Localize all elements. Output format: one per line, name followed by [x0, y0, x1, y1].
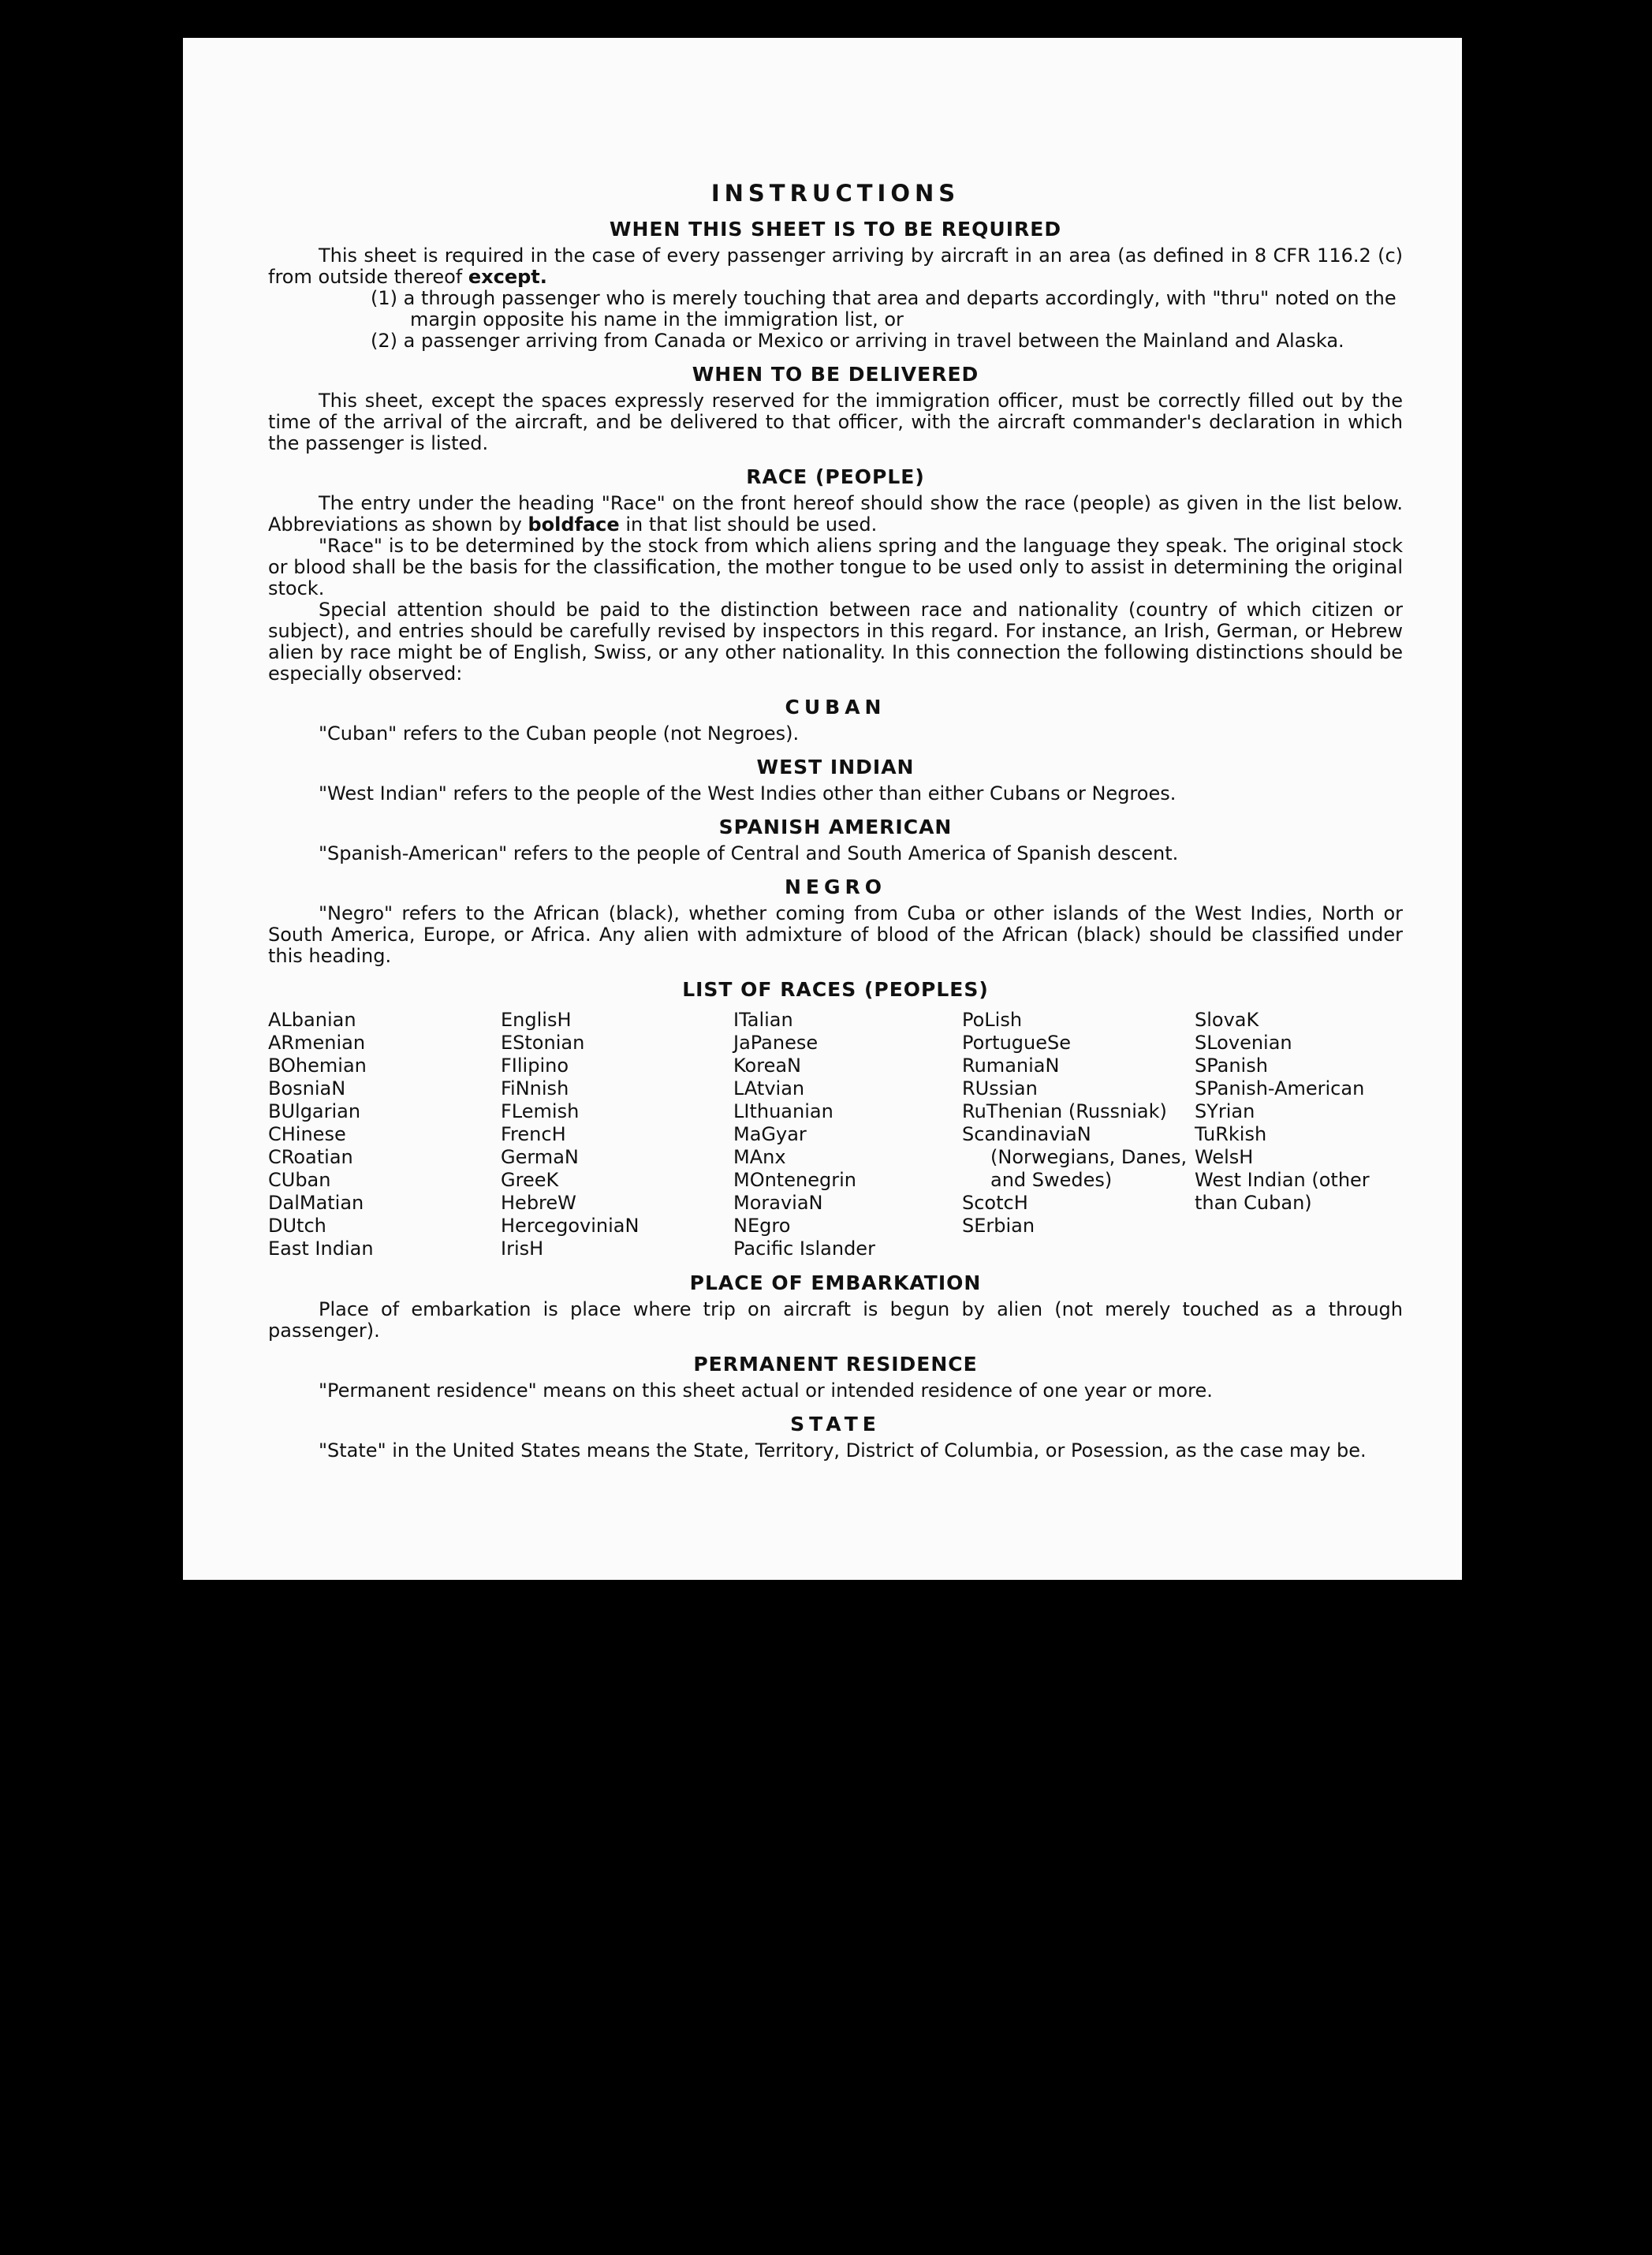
race-entry: BosniaN — [268, 1077, 346, 1099]
list-of-races-heading: LIST OF RACES (PEOPLES) — [682, 978, 989, 1001]
race-entry: SPanish-American — [1195, 1077, 1365, 1099]
race-paragraph-2: "Race" is to be determined by the stock from which aliens spring and the language they speak. The original stock or blood shall be the basis for the classification, the mother tongue to be used only to assist in determining the original stock. — [268, 535, 1403, 599]
race-entry: IrisH — [501, 1238, 544, 1260]
races-column-4 — [962, 1009, 1195, 1260]
delivered-heading: WHEN TO BE DELIVERED — [692, 363, 979, 386]
west-indian-heading: WEST INDIAN — [756, 756, 915, 778]
race-entry: SYrian — [1195, 1100, 1255, 1122]
race-entry: CHinese — [268, 1123, 346, 1145]
west-indian-text: "West Indian" refers to the people of the West Indies other than either Cubans or Negroes. — [319, 782, 1177, 805]
races-column-2 — [501, 1009, 733, 1260]
race-entry: EStonian — [501, 1032, 585, 1054]
race-entry: PortugueSe — [962, 1032, 1071, 1054]
race-entry: ITalian — [733, 1009, 793, 1031]
race-entry: SErbian — [962, 1215, 1035, 1237]
race-entry: DalMatian — [268, 1192, 364, 1214]
race-entry: SlovaK — [1195, 1009, 1259, 1031]
race-entry: FiNnish — [501, 1077, 569, 1099]
race-entry: ScotcH — [962, 1192, 1028, 1214]
race-entry: HebreW — [501, 1192, 576, 1214]
races-column-1 — [268, 1009, 501, 1260]
negro-heading: NEGRO — [784, 875, 887, 898]
race-entry: SPanish — [1195, 1055, 1268, 1077]
race-entry: HercegoviniaN — [501, 1215, 640, 1237]
race-entry: MAnx — [733, 1146, 786, 1168]
embarkation-heading: PLACE OF EMBARKATION — [689, 1271, 982, 1294]
race-entry: Pacific Islander — [733, 1238, 875, 1260]
state-text: "State" in the United States means the State, Territory, District of Columbia, or Posession, as the case may be. — [319, 1439, 1367, 1462]
race-entry: ScandinaviaN — [962, 1123, 1091, 1145]
cuban-heading: CUBAN — [785, 696, 886, 719]
race-entry: DUtch — [268, 1215, 326, 1237]
races-column-5 — [1195, 1009, 1400, 1260]
race-entry: NEgro — [733, 1215, 791, 1237]
race-entry: CUban — [268, 1169, 331, 1191]
residence-text: "Permanent residence" means on this sheet actual or intended residence of one year or more. — [319, 1380, 1213, 1402]
race-entry: EnglisH — [501, 1009, 572, 1031]
residence-heading: PERMANENT RESIDENCE — [693, 1353, 978, 1376]
required-heading: WHEN THIS SHEET IS TO BE REQUIRED — [609, 218, 1062, 241]
race-paragraph-3: Special attention should be paid to the distinction between race and nationality (country of which citizen or subject), and entries should be carefully revised by inspectors in this regard. For instance, an Irish, German, or Hebrew alien by race might be of English, Swiss, or any other nationality. In this connection the following distinctions should be especially observed: — [268, 599, 1403, 685]
race-entry: BUlgarian — [268, 1100, 361, 1122]
negro-text: "Negro" refers to the African (black), whether coming from Cuba or other islands of the West Indies, North or South America, Europe, or Africa. Any alien with admixture of blood of the African (black) should be classified under this heading. — [268, 902, 1403, 967]
race-entry: FIlipino — [501, 1055, 569, 1077]
exception-item-2: (2) a passenger arriving from Canada or Mexico or arriving in travel between the Mainland and Alaska. — [371, 330, 1344, 352]
race-entry: ALbanian — [268, 1009, 356, 1031]
races-table — [268, 1009, 1403, 1260]
race-entry: RuThenian (Russniak) — [962, 1100, 1167, 1122]
races-column-3 — [733, 1009, 962, 1260]
race-entry: (Norwegians, Danes, and Swedes) — [990, 1146, 1188, 1191]
spanish-american-heading: SPANISH AMERICAN — [718, 816, 953, 838]
required-intro: This sheet is required in the case of every passenger arriving by aircraft in an area (as defined in 8 CFR 116.2 (c) from outside thereof except. — [268, 245, 1403, 288]
race-entry: GreeK — [501, 1169, 559, 1191]
race-entry: KoreaN — [733, 1055, 801, 1077]
race-entry: GermaN — [501, 1146, 579, 1168]
race-heading: RACE (PEOPLE) — [746, 465, 925, 488]
race-entry: West Indian (other than Cuban) — [1195, 1169, 1370, 1214]
state-heading: STATE — [790, 1413, 881, 1436]
race-entry: TuRkish — [1195, 1123, 1267, 1145]
exception-item-1: (1) a through passenger who is merely touching that area and departs accordingly, with "thru" noted on the margin opposite his name in the immigration list, or — [371, 287, 1397, 330]
race-entry: CRoatian — [268, 1146, 353, 1168]
cuban-text: "Cuban" refers to the Cuban people (not Negroes). — [319, 722, 800, 745]
race-entry: East Indian — [268, 1238, 374, 1260]
race-paragraph-1: The entry under the heading "Race" on the front hereof should show the race (people) as given in the list below. Abbreviations as shown by boldface in that list should be used. — [268, 492, 1403, 536]
race-entry: FrencH — [501, 1123, 566, 1145]
race-entry: JaPanese — [733, 1032, 819, 1054]
instructions-title: INSTRUCTIONS — [710, 180, 960, 207]
race-entry: ARmenian — [268, 1032, 366, 1054]
race-entry: MOntenegrin — [733, 1169, 856, 1191]
embarkation-text: Place of embarkation is place where trip on aircraft is begun by alien (not merely touched as a through passenger). — [268, 1298, 1403, 1342]
required-intro-bold: except. — [468, 266, 547, 288]
race-entry: BOhemian — [268, 1055, 367, 1077]
race-entry: LAtvian — [733, 1077, 805, 1099]
spanish-american-text: "Spanish-American" refers to the people of Central and South America of Spanish descent. — [319, 842, 1179, 864]
race-entry: WelsH — [1195, 1146, 1254, 1168]
race-entry: LIthuanian — [733, 1100, 833, 1122]
race-entry: PoLish — [962, 1009, 1023, 1031]
instruction-sheet — [183, 38, 1462, 1580]
boldface-word: boldface — [528, 513, 620, 536]
exception-list — [268, 288, 1403, 352]
delivered-text: This sheet, except the spaces expressly reserved for the immigration officer, must be correctly filled out by the time of the arrival of the aircraft, and be delivered to that officer, with the aircraft commander's declaration in which the passenger is listed. — [268, 390, 1403, 454]
race-entry: RUssian — [962, 1077, 1038, 1099]
race-entry: FLemish — [501, 1100, 580, 1122]
race-entry: MoraviaN — [733, 1192, 823, 1214]
race-entry: MaGyar — [733, 1123, 807, 1145]
race-entry: RumaniaN — [962, 1055, 1060, 1077]
race-entry: SLovenian — [1195, 1032, 1292, 1054]
